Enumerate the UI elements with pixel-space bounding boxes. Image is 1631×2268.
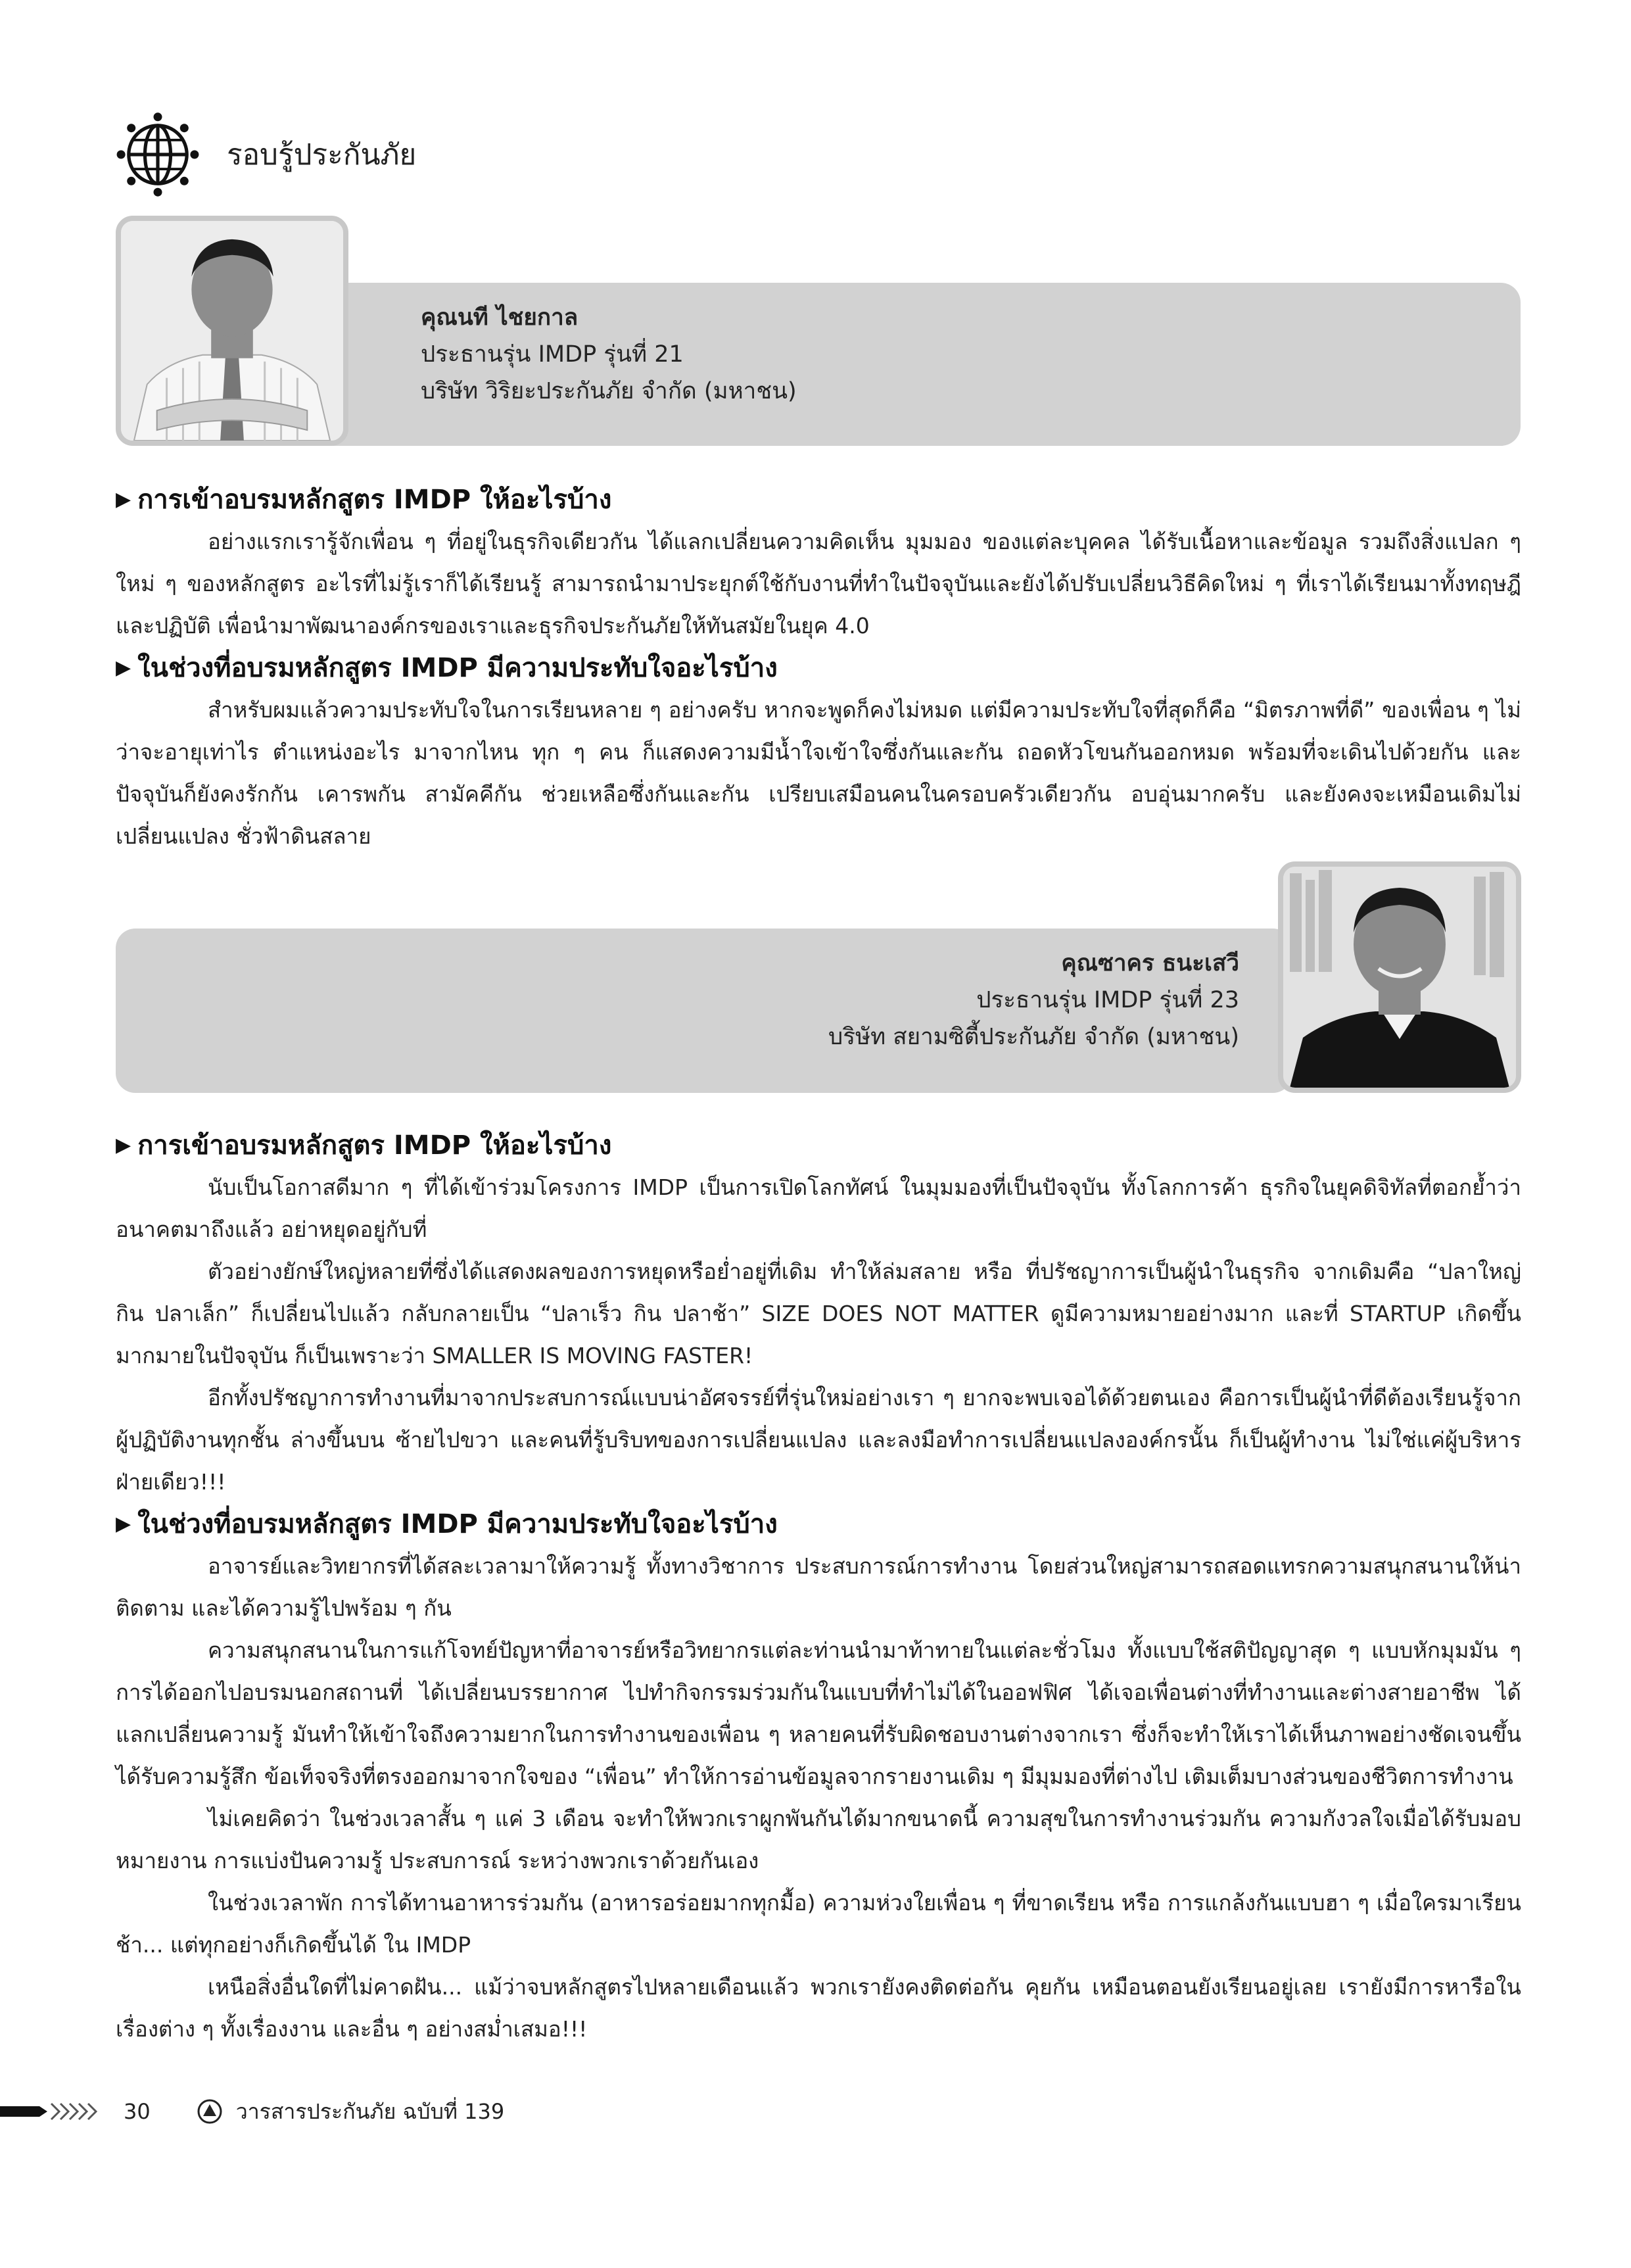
- profile-company: บริษัท วิริยะประกันภัย จำกัด (มหาชน): [421, 378, 797, 404]
- question-heading: ▶ การเข้าอบรมหลักสูตร IMDP ให้อะไรบ้าง: [116, 1124, 1521, 1167]
- answer-paragraph: อาจารย์และวิทยากรที่ได้สละเวลามาให้ความรู้ ทั้งทางวิชาการ ประสบการณ์การทำงาน โดยส่วนใหญ่สามารถสอดแทรกความสนุกสนานให้น่าติดตาม และได้ความรู้ไปพร้อม ๆ กัน: [116, 1553, 1521, 1621]
- profile-name: คุณนที ไชยกาล: [421, 304, 579, 331]
- interview-section-1: [116, 479, 1521, 857]
- question-heading: ▶ ในช่วงที่อบรมหลักสูตร IMDP มีความประทับใจอะไรบ้าง: [116, 1503, 1521, 1545]
- page-footer: [0, 2088, 504, 2135]
- bullet-arrow-icon: ▶: [116, 656, 131, 679]
- question-heading: ▶ ในช่วงที่อบรมหลักสูตร IMDP มีความประทับใจอะไรบ้าง: [116, 647, 1521, 689]
- answer-paragraph: ไม่เคยคิดว่า ในช่วงเวลาสั้น ๆ แค่ 3 เดือน จะทำให้พวกเราผูกพันกันได้มากขนาดนี้ ความสุขในการทำงานร่วมกัน ความกังวลใจเมื่อได้รับมอบหมายงาน การแบ่งปันความรู้ ประสบการณ์ ระหว่างพวกเราด้วยกันเอง: [116, 1806, 1521, 1873]
- page-section-title: รอบรู้ประกันภัย: [227, 138, 417, 172]
- profile-role: ประธานรุ่น IMDP รุ่นที่ 21: [421, 341, 684, 368]
- answer-paragraph: ความสนุกสนานในการแก้โจทย์ปัญหาที่อาจารย์หรือวิทยากรแต่ละท่านนำมาท้าทายในแต่ละชั่วโมง ทั้งแบบใช้สติปัญญาสุด ๆ แบบหักมุมมัน ๆ การได้ออกไปอบรมนอกสถานที่ ได้เปลี่ยนบรรยากาศ ไปทำกิจกรรมร่วมกันในแบบที่ทำไม่ได้ในออฟฟิศ ได้เจอเพื่อนต่างที่ทำงานและต่างสายอาชีพ ได้แลกเปลี่ยนความรู้ มันทำให้เข้าใจถึงความยากในการทำงานของเพื่อน ๆ หลายคนที่รับผิดชอบงานต่างจากเรา ซึ่งก็จะทำให้เราได้เห็นภาพอย่างชัดเจนขึ้น ได้รับความรู้สึก ข้อเท็จจริงที่ตรงออกมาจากใจของ “เพื่อน” ทำให้การอ่านข้อมูลจากรายงานเดิม ๆ มีมุมมองที่ต่างไป เติมเต็มบางส่วนของชีวิตการทำงาน: [116, 1637, 1521, 1789]
- portrait-man-striped-shirt: [121, 221, 343, 441]
- journal-logo-icon: [197, 2098, 223, 2125]
- profile-photo-1: [116, 216, 348, 446]
- profile-name: คุณซาคร ธนะเสวี: [1061, 950, 1239, 977]
- answer-paragraph: เหนือสิ่งอื่นใดที่ไม่คาดฝัน... แม้ว่าจบหลักสูตรไปหลายเดือนแล้ว พวกเรายังคงติดต่อกัน คุยกัน เหมือนตอนยังเรียนอยู่เลย เรายังมีการหารือในเรื่องต่าง ๆ ทั้งเรื่องงาน และอื่น ๆ อย่างสม่ำเสมอ!!!: [116, 1974, 1521, 2042]
- bullet-arrow-icon: ▶: [116, 1134, 131, 1157]
- answer-paragraph: นับเป็นโอกาสดีมาก ๆ ที่ได้เข้าร่วมโครงการ IMDP เป็นการเปิดโลกทัศน์ ในมุมมองที่เป็นปัจจุบัน ทั้งโลกการค้า ธุรกิจในยุคดิจิทัลที่ตอกย้ำว่าอนาคตมาถึงแล้ว อย่าหยุดอยู่กับที่: [116, 1174, 1521, 1242]
- interview-section-2: [116, 1124, 1521, 2050]
- bullet-arrow-icon: ▶: [116, 1512, 131, 1535]
- portrait-man-dark-shirt: [1283, 867, 1516, 1088]
- answer-paragraph: ตัวอย่างยักษ์ใหญ่หลายที่ซึ่งได้แสดงผลของการหยุดหรือย่ำอยู่ที่เดิม ทำให้ล่มสลาย หรือ ที่ปรัชญาการเป็นผู้นำในธุรกิจ จากเดิมคือ “ปลาใหญ่ กิน ปลาเล็ก” ก็เปลี่ยนไปแล้ว กลับกลายเป็น “ปลาเร็ว กิน ปลาช้า” SIZE DOES NOT MATTER ดูมีความหมายอย่างมาก และที่ STARTUP เกิดขึ้นมากมายในปัจจุบัน ก็เป็นเพราะว่า SMALLER IS MOVING FASTER!: [116, 1259, 1521, 1368]
- section-header: [115, 109, 416, 201]
- profile-info-1: [421, 299, 797, 410]
- profile-info-2: [828, 945, 1239, 1055]
- answer-paragraph: ในช่วงเวลาพัก การได้ทานอาหารร่วมกัน (อาหารอร่อยมากทุกมื้อ) ความห่วงใยเพื่อน ๆ ที่ขาดเรียน หรือ การแกล้งกันแบบฮา ๆ เมื่อใครมาเรียนช้า... แต่ทุกอย่างก็เกิดขึ้นได้ ใน IMDP: [116, 1890, 1521, 1958]
- page-number: 30: [124, 2099, 151, 2124]
- answer-paragraph: อีกทั้งปรัชญาการทำงานที่มาจากประสบการณ์แบบน่าอัศจรรย์ที่รุ่นใหม่อย่างเรา ๆ ยากจะพบเจอได้ด้วยตนเอง คือการเป็นผู้นำที่ดีต้องเรียนรู้จากผู้ปฏิบัติงานทุกชั้น ล่างขึ้นบน ซ้ายไปขวา และคนที่รู้บริบทของการเปลี่ยนแปลง และลงมือทำการเปลี่ยนแปลงองค์กรนั้น ก็เป็นผู้ทำงาน ไม่ใช่แค่ผู้บริหารฝ่ายเดียว!!!: [116, 1385, 1521, 1495]
- profile-role: ประธานรุ่น IMDP รุ่นที่ 23: [976, 987, 1239, 1013]
- answer-paragraph: สำหรับผมแล้วความประทับใจในการเรียนหลาย ๆ อย่างครับ หากจะพูดก็คงไม่หมด แต่มีความประทับใจที่สุดก็คือ “มิตรภาพที่ดี” ของเพื่อน ๆ ไม่ว่าจะอายุเท่าไร ตำแหน่งอะไร มาจากไหน ทุก ๆ คน ก็แสดงความมีน้ำใจเข้าใจซึ่งกันและกัน ถอดหัวโขนกันออกหมด พร้อมที่จะเดินไปด้วยกัน และปัจจุบันก็ยังคงรักกัน เคารพกัน สามัคคีกัน ช่วยเหลือซึ่งกันและกัน เปรียบเสมือนคนในครอบครัวเดียวกัน อบอุ่นมากครับ และยังคงจะเหมือนเดิมไม่เปลี่ยนแปลง ชั่วฟ้าดินสลาย: [116, 697, 1521, 849]
- answer-paragraph: อย่างแรกเรารู้จักเพื่อน ๆ ที่อยู่ในธุรกิจเดียวกัน ได้แลกเปลี่ยนความคิดเห็น มุมมอง ของแต่ละบุคคล ได้รับเนื้อหาและข้อมูล รวมถึงสิ่งแปลก ๆ ใหม่ ๆ ของหลักสูตร อะไรที่ไม่รู้เราก็ได้เรียนรู้ สามารถนำมาประยุกต์ใช้กับงานที่ทำในปัจจุบันและยังได้ปรับเปลี่ยนวิธีคิดใหม่ ๆ ที่เราได้เรียนมาทั้งทฤษฎีและปฏิบัติ เพื่อนำมาพัฒนาองค์กรของเราและธุรกิจประกันภัยให้ทันสมัยในยุค 4.0: [116, 529, 1521, 639]
- profile-company: บริษัท สยามซิตี้ประกันภัย จำกัด (มหาชน): [828, 1024, 1239, 1050]
- footer-arrows-icon: [0, 2098, 99, 2125]
- journal-name: วารสารประกันภัย ฉบับที่ 139: [235, 2098, 505, 2124]
- question-heading: ▶ การเข้าอบรมหลักสูตร IMDP ให้อะไรบ้าง: [116, 479, 1521, 521]
- globe-network-icon: [115, 112, 201, 197]
- bullet-arrow-icon: ▶: [116, 488, 131, 511]
- profile-photo-2: [1278, 861, 1521, 1093]
